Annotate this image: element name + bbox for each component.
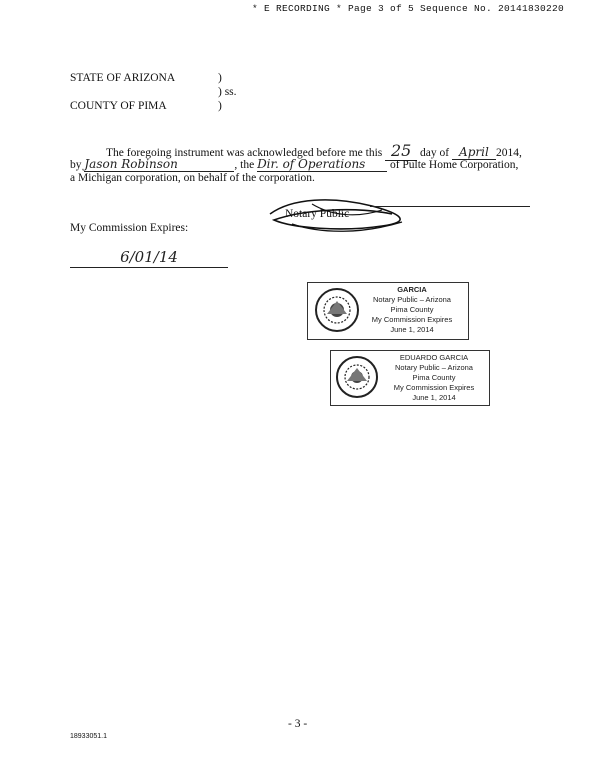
ack-title-field: Dir. of Operations: [257, 157, 387, 172]
ack-day-field: 25: [385, 141, 417, 161]
county-label: COUNTY OF PIMA: [70, 100, 167, 112]
venue-ss: ) ss.: [218, 86, 237, 98]
notary-signature-line: [370, 206, 530, 207]
stamp-title: Notary Public – Arizona: [395, 363, 473, 372]
commission-label: My Commission Expires:: [70, 222, 189, 234]
stamp-expires-date: June 1, 2014: [390, 325, 434, 334]
stamp-name: EDUARDO GARCIA: [399, 353, 469, 362]
notary-stamp: [330, 350, 490, 406]
ack-day-of: day of: [420, 147, 450, 159]
stamp-county: Pima County: [412, 373, 456, 382]
ack-the: , the: [234, 159, 255, 171]
page-number: - 3 -: [288, 718, 308, 730]
ack-year: 2014,: [495, 147, 522, 159]
stamp-title: Notary Public – Arizona: [373, 295, 451, 304]
stamp-expires-date: June 1, 2014: [412, 393, 456, 402]
notary-label: Notary Public: [285, 208, 350, 220]
ack-by: by: [70, 159, 82, 171]
venue-paren: ): [218, 72, 222, 84]
commission-date-field: [70, 248, 228, 268]
recording-header: * E RECORDING * Page 3 of 5 Sequence No. 20141830220: [251, 3, 564, 14]
ack-month-field: April: [452, 145, 496, 160]
ack-intro: The foregoing instrument was acknowledged before me this: [106, 147, 383, 159]
stamp-name: GARCIA: [397, 285, 427, 294]
stamp-expires-label: My Commission Expires: [371, 315, 453, 324]
stamp-county: Pima County: [390, 305, 434, 314]
document-id: 18933051.1: [70, 733, 107, 740]
state-label: STATE OF ARIZONA: [70, 72, 176, 84]
notary-stamp: [307, 282, 469, 340]
ack-line-3: a Michigan corporation, on behalf of the corporation.: [70, 172, 315, 184]
ack-line-2: [70, 157, 518, 172]
venue-paren: ): [218, 100, 222, 112]
stamp-expires-label: My Commission Expires: [393, 383, 475, 392]
ack-company: of Pulte Home Corporation,: [389, 159, 519, 171]
commission-date: 6/01/14: [120, 248, 178, 266]
ack-name-field: Jason Robinson: [84, 157, 234, 172]
